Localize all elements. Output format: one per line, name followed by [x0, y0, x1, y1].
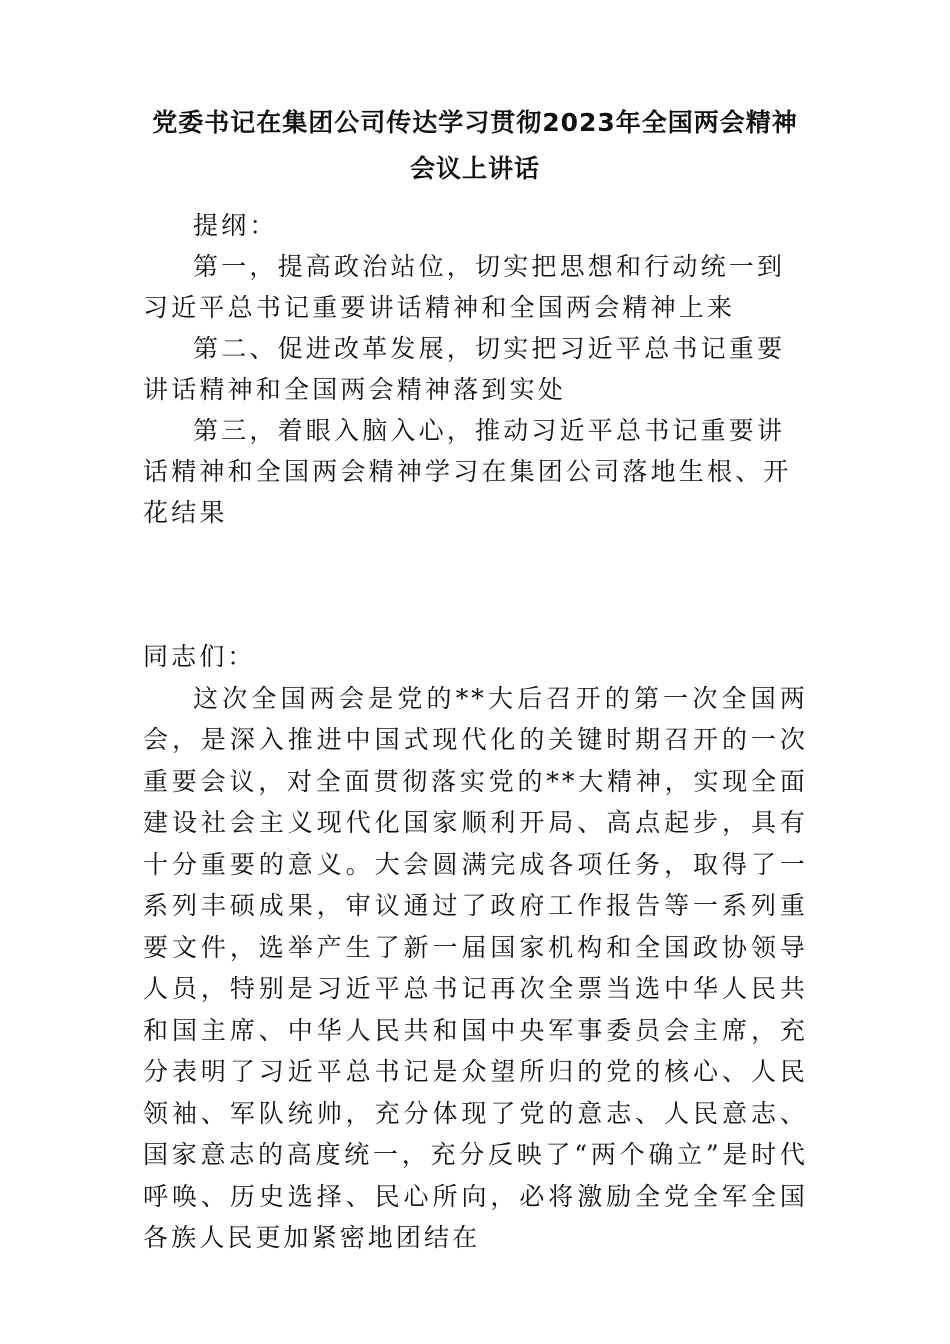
- outline-label: 提纲：: [193, 211, 278, 240]
- salutation: 同志们：: [143, 642, 256, 671]
- speech-body: [143, 636, 808, 1259]
- outline-item: 第三，着眼入脑入心，推动习近平总书记重要讲话精神和全国两会精神学习在集团公司落地生根、开花结果: [143, 416, 792, 527]
- outline-item: 第一，提高政治站位，切实把思想和行动统一到习近平总书记重要讲话精神和全国两会精神上来: [143, 252, 786, 322]
- document-title: 党委书记在集团公司传达学习贯彻2023年全国两会精神会议上讲话: [152, 108, 798, 183]
- outline-section: [143, 205, 808, 533]
- outline-item: 第二、促进改革发展，切实把习近平总书记重要讲话精神和全国两会精神落到实处: [143, 334, 786, 404]
- body-paragraph: 这次全国两会是党的**大后召开的第一次全国两会，是深入推进中国式现代化的关键时期召开的一次重要会议，对全面贯彻落实党的**大精神，实现全面建设社会主义现代化国家顺利开局、高点起步，具有十分重要的意义。大会圆满完成各项任务，取得了一系列丰硕成果，审议通过了政府工作报告等一系列重要文件，选举产生了新一届国家机构和全国政协领导人员，特别是习近平总书记再次全票当选中华人民共和国主席、中华人民共和国中央军事委员会主席，充分表明了习近平总书记是众望所归的党的核心、人民领袖、军队统帅，充分体现了党的意志、人民意志、国家意志的高度统一，充分反映了“两个确立”是时代呼唤、历史选择、民心所向，必将激励全党全军全国各族人民更加紧密地团结在: [143, 683, 808, 1252]
